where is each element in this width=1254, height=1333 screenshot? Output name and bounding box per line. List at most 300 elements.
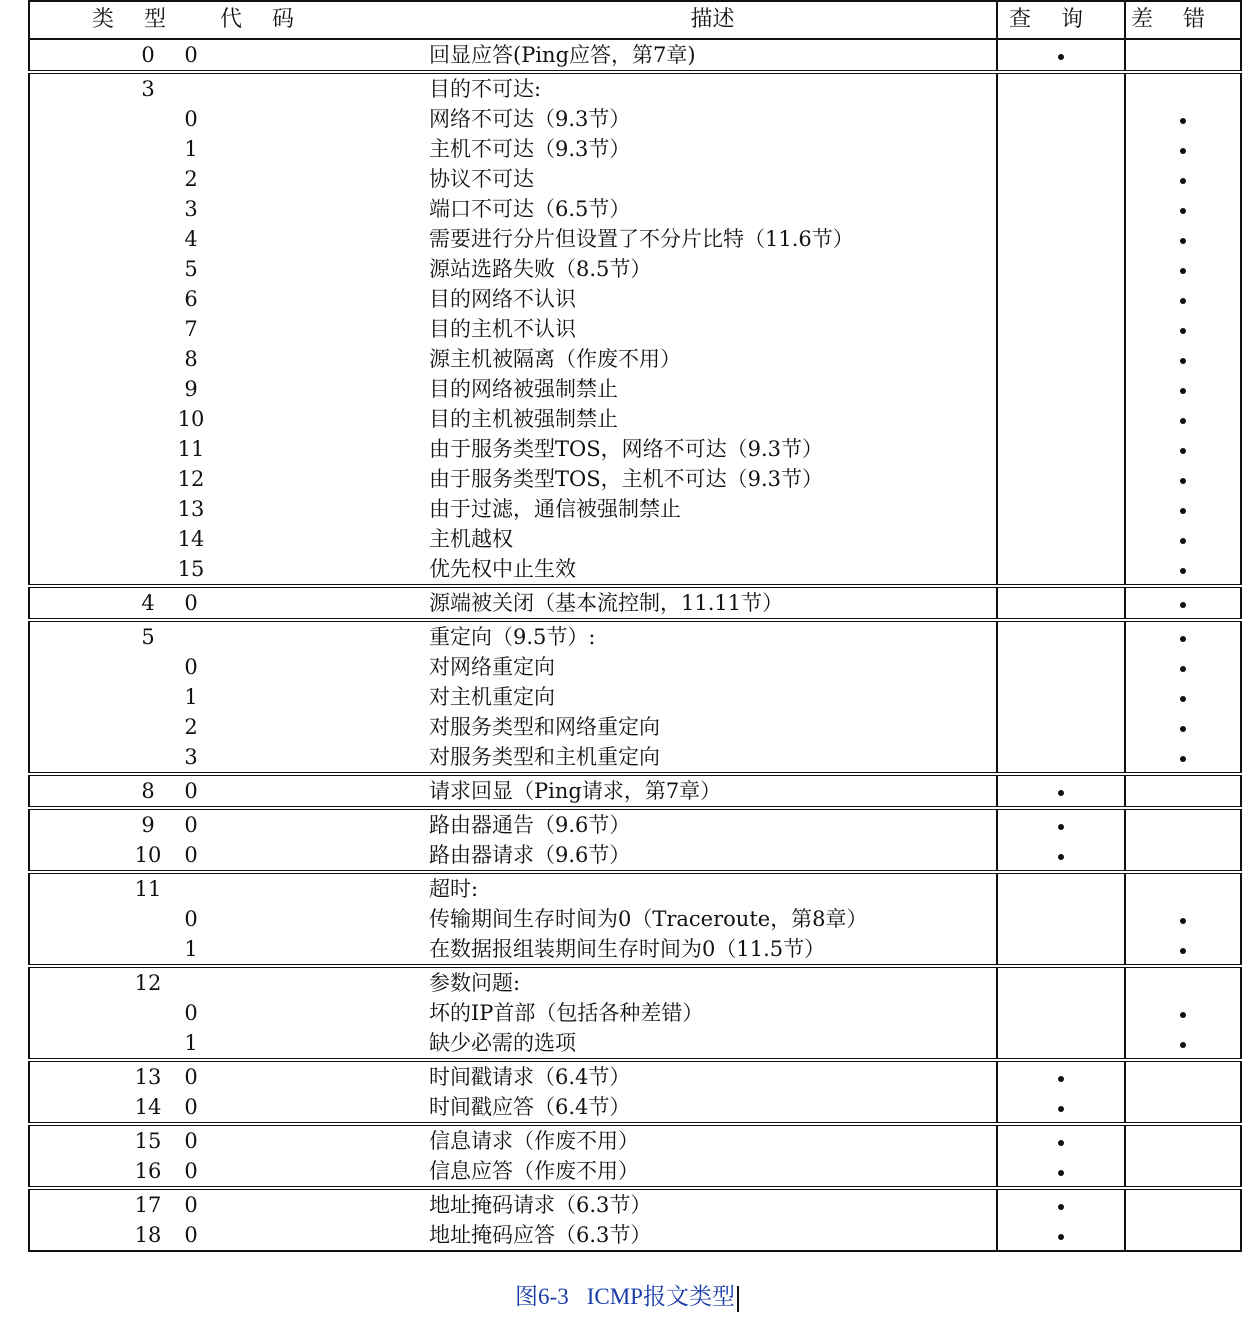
description-cell: 信息应答（作废不用） (429, 1156, 997, 1188)
code-cell (169, 1156, 429, 1188)
error-bullet-icon (1180, 148, 1186, 154)
description-cell: 目的网络被强制禁止 (429, 374, 997, 404)
code-value: 1 (184, 685, 198, 709)
table-row (29, 39, 1241, 72)
type-cell (29, 1156, 169, 1188)
type-cell (29, 934, 169, 966)
code-value: 2 (184, 715, 198, 739)
code-cell (169, 39, 429, 72)
query-cell (997, 998, 1125, 1028)
error-cell (1125, 104, 1241, 134)
query-cell (997, 966, 1125, 998)
error-cell (1125, 194, 1241, 224)
type-value: 8 (141, 779, 155, 803)
error-cell (1125, 374, 1241, 404)
description-cell: 主机越权 (429, 524, 997, 554)
error-bullet-icon (1180, 756, 1186, 762)
error-cell (1125, 464, 1241, 494)
code-cell (169, 344, 429, 374)
code-value: 2 (184, 167, 198, 191)
code-value: 0 (184, 591, 198, 615)
description-cell: 缺少必需的选项 (429, 1028, 997, 1060)
error-bullet-icon (1180, 268, 1186, 274)
query-cell (997, 164, 1125, 194)
error-cell (1125, 712, 1241, 742)
error-cell (1125, 494, 1241, 524)
error-cell (1125, 966, 1241, 998)
description-cell: 时间戳应答（6.4节） (429, 1092, 997, 1124)
type-value: 18 (134, 1223, 162, 1247)
description-cell: 由于服务类型TOS，网络不可达（9.3节） (429, 434, 997, 464)
error-cell (1125, 434, 1241, 464)
description-cell: 优先权中止生效 (429, 554, 997, 586)
query-cell (997, 774, 1125, 808)
type-cell (29, 164, 169, 194)
type-value: 10 (134, 843, 162, 867)
code-cell (169, 840, 429, 872)
code-cell (169, 464, 429, 494)
table-row (29, 934, 1241, 966)
type-cell (29, 586, 169, 620)
query-cell (997, 554, 1125, 586)
type-cell (29, 840, 169, 872)
code-cell (169, 434, 429, 464)
description-cell: 目的主机不认识 (429, 314, 997, 344)
code-value: 15 (177, 557, 205, 581)
code-value: 6 (184, 287, 198, 311)
code-cell (169, 524, 429, 554)
error-cell (1125, 1092, 1241, 1124)
header-type-code (29, 1, 429, 39)
type-cell (29, 742, 169, 774)
type-cell (29, 524, 169, 554)
query-cell (997, 872, 1125, 904)
code-cell (169, 1092, 429, 1124)
error-cell (1125, 254, 1241, 284)
query-cell (997, 284, 1125, 314)
error-cell (1125, 998, 1241, 1028)
description-cell: 端口不可达（6.5节） (429, 194, 997, 224)
type-value: 9 (141, 813, 155, 837)
description-cell: 需要进行分片但设置了不分片比特（11.6节） (429, 224, 997, 254)
code-cell (169, 314, 429, 344)
code-cell (169, 1220, 429, 1251)
table-row (29, 434, 1241, 464)
description-cell: 目的不可达: (429, 72, 997, 104)
table-row (29, 1156, 1241, 1188)
error-cell (1125, 134, 1241, 164)
code-cell (169, 872, 429, 904)
type-value: 4 (141, 591, 155, 615)
type-cell (29, 1092, 169, 1124)
query-cell (997, 652, 1125, 682)
type-cell (29, 904, 169, 934)
error-cell (1125, 840, 1241, 872)
code-cell (169, 284, 429, 314)
error-bullet-icon (1180, 118, 1186, 124)
type-value: 3 (141, 77, 155, 101)
table-row (29, 712, 1241, 742)
query-cell (997, 712, 1125, 742)
table-row (29, 840, 1241, 872)
type-cell (29, 998, 169, 1028)
code-value: 3 (184, 197, 198, 221)
error-cell (1125, 872, 1241, 904)
description-cell: 坏的IP首部（包括各种差错） (429, 998, 997, 1028)
error-bullet-icon (1180, 298, 1186, 304)
code-value: 0 (184, 779, 198, 803)
table-row (29, 524, 1241, 554)
type-value: 15 (134, 1129, 162, 1153)
code-cell (169, 1060, 429, 1092)
description-cell: 源站选路失败（8.5节） (429, 254, 997, 284)
description-cell: 超时: (429, 872, 997, 904)
type-value: 13 (134, 1065, 162, 1089)
code-value: 0 (184, 1193, 198, 1217)
code-cell (169, 712, 429, 742)
error-cell (1125, 652, 1241, 682)
query-cell (997, 808, 1125, 840)
description-cell: 目的网络不认识 (429, 284, 997, 314)
query-cell (997, 72, 1125, 104)
table-row (29, 620, 1241, 652)
table-row (29, 1220, 1241, 1251)
query-cell (997, 620, 1125, 652)
type-cell (29, 494, 169, 524)
table-row (29, 554, 1241, 586)
description-cell: 网络不可达（9.3节） (429, 104, 997, 134)
type-cell (29, 134, 169, 164)
error-bullet-icon (1180, 568, 1186, 574)
code-value: 0 (184, 655, 198, 679)
code-cell (169, 1188, 429, 1220)
type-cell (29, 434, 169, 464)
error-cell (1125, 164, 1241, 194)
code-cell (169, 904, 429, 934)
table-row (29, 872, 1241, 904)
table-row (29, 904, 1241, 934)
code-value: 14 (177, 527, 205, 551)
code-value: 0 (184, 1095, 198, 1119)
type-cell (29, 224, 169, 254)
code-cell (169, 554, 429, 586)
table-row (29, 966, 1241, 998)
code-value: 0 (184, 907, 198, 931)
query-bullet-icon (1058, 1204, 1064, 1210)
type-cell (29, 39, 169, 72)
query-cell (997, 344, 1125, 374)
query-cell (997, 904, 1125, 934)
table-body (29, 39, 1241, 1251)
error-cell (1125, 620, 1241, 652)
query-bullet-icon (1058, 1076, 1064, 1082)
query-bullet-icon (1058, 54, 1064, 60)
description-cell: 源端被关闭（基本流控制，11.11节） (429, 586, 997, 620)
description-cell: 由于服务类型TOS，主机不可达（9.3节） (429, 464, 997, 494)
table-row (29, 1092, 1241, 1124)
code-value: 0 (184, 1129, 198, 1153)
description-cell: 主机不可达（9.3节） (429, 134, 997, 164)
query-cell (997, 742, 1125, 774)
description-cell: 对网络重定向 (429, 652, 997, 682)
error-bullet-icon (1180, 178, 1186, 184)
error-cell (1125, 554, 1241, 586)
error-bullet-icon (1180, 388, 1186, 394)
table-row (29, 72, 1241, 104)
type-cell (29, 620, 169, 652)
error-bullet-icon (1180, 358, 1186, 364)
description-cell: 地址掩码请求（6.3节） (429, 1188, 997, 1220)
query-cell (997, 404, 1125, 434)
error-cell (1125, 72, 1241, 104)
code-cell (169, 808, 429, 840)
query-cell (997, 254, 1125, 284)
query-cell (997, 1156, 1125, 1188)
query-cell (997, 840, 1125, 872)
error-cell (1125, 314, 1241, 344)
code-cell (169, 682, 429, 712)
type-value: 16 (134, 1159, 162, 1183)
code-cell (169, 934, 429, 966)
table-row (29, 134, 1241, 164)
query-cell (997, 1060, 1125, 1092)
table-row (29, 998, 1241, 1028)
code-value: 8 (184, 347, 198, 371)
description-cell: 信息请求（作废不用） (429, 1124, 997, 1156)
type-cell (29, 104, 169, 134)
code-value: 0 (184, 1001, 198, 1025)
table-row (29, 1124, 1241, 1156)
table-row (29, 164, 1241, 194)
type-value: 12 (134, 971, 162, 995)
error-bullet-icon (1180, 726, 1186, 732)
query-bullet-icon (1058, 1234, 1064, 1240)
error-bullet-icon (1180, 636, 1186, 642)
query-cell (997, 682, 1125, 712)
error-cell (1125, 284, 1241, 314)
type-cell (29, 1124, 169, 1156)
code-value: 9 (184, 377, 198, 401)
description-cell: 协议不可达 (429, 164, 997, 194)
error-cell (1125, 586, 1241, 620)
query-cell (997, 1092, 1125, 1124)
description-cell: 路由器通告（9.6节） (429, 808, 997, 840)
description-cell: 对主机重定向 (429, 682, 997, 712)
type-value: 5 (141, 625, 155, 649)
error-bullet-icon (1180, 918, 1186, 924)
code-cell (169, 620, 429, 652)
code-value: 13 (177, 497, 205, 521)
code-value: 7 (184, 317, 198, 341)
code-value: 11 (177, 437, 205, 461)
query-cell (997, 374, 1125, 404)
description-cell: 回显应答(Ping应答，第7章) (429, 39, 997, 72)
type-cell (29, 652, 169, 682)
description-cell: 时间戳请求（6.4节） (429, 1060, 997, 1092)
query-cell (997, 1124, 1125, 1156)
type-cell (29, 966, 169, 998)
code-value: 0 (184, 1223, 198, 1247)
code-value: 5 (184, 257, 198, 281)
code-cell (169, 134, 429, 164)
code-cell (169, 164, 429, 194)
description-cell: 对服务类型和主机重定向 (429, 742, 997, 774)
type-cell (29, 682, 169, 712)
type-cell (29, 72, 169, 104)
code-value: 1 (184, 1031, 198, 1055)
code-cell (169, 652, 429, 682)
code-value: 1 (184, 137, 198, 161)
code-cell (169, 966, 429, 998)
query-cell (997, 1188, 1125, 1220)
error-bullet-icon (1180, 666, 1186, 672)
description-cell: 路由器请求（9.6节） (429, 840, 997, 872)
table-row (29, 224, 1241, 254)
code-cell (169, 586, 429, 620)
code-cell (169, 742, 429, 774)
table-row (29, 742, 1241, 774)
query-bullet-icon (1058, 790, 1064, 796)
type-cell (29, 1028, 169, 1060)
header-type: 类型 (91, 7, 196, 32)
query-cell (997, 39, 1125, 72)
table-row (29, 494, 1241, 524)
query-cell (997, 434, 1125, 464)
error-bullet-icon (1180, 602, 1186, 608)
error-cell (1125, 344, 1241, 374)
query-cell (997, 104, 1125, 134)
query-cell (997, 494, 1125, 524)
error-cell (1125, 1188, 1241, 1220)
error-bullet-icon (1180, 208, 1186, 214)
type-cell (29, 554, 169, 586)
table-header-row (29, 1, 1241, 39)
caption-label: 图6-3 (515, 1284, 569, 1309)
caption-title: ICMP报文类型 (586, 1284, 735, 1309)
type-cell (29, 1188, 169, 1220)
code-value: 0 (184, 1065, 198, 1089)
type-cell (29, 374, 169, 404)
table-row (29, 194, 1241, 224)
type-cell (29, 1220, 169, 1251)
query-bullet-icon (1058, 1140, 1064, 1146)
query-bullet-icon (1058, 1170, 1064, 1176)
code-value: 0 (184, 107, 198, 131)
error-cell (1125, 774, 1241, 808)
type-value: 17 (134, 1193, 162, 1217)
query-cell (997, 464, 1125, 494)
query-cell (997, 134, 1125, 164)
query-bullet-icon (1058, 824, 1064, 830)
code-cell (169, 494, 429, 524)
description-cell: 在数据报组装期间生存时间为0（11.5节） (429, 934, 997, 966)
code-cell (169, 404, 429, 434)
description-cell: 参数问题: (429, 966, 997, 998)
code-cell (169, 774, 429, 808)
figure-caption (0, 1278, 1254, 1312)
type-cell (29, 254, 169, 284)
header-code: 代码 (220, 7, 325, 32)
error-bullet-icon (1180, 508, 1186, 514)
header-query: 查询 (997, 1, 1125, 39)
header-error: 差错 (1125, 1, 1241, 39)
code-value: 0 (184, 813, 198, 837)
code-cell (169, 1124, 429, 1156)
table-row (29, 1188, 1241, 1220)
code-value: 0 (184, 1159, 198, 1183)
type-cell (29, 194, 169, 224)
table-row (29, 104, 1241, 134)
code-cell (169, 72, 429, 104)
error-bullet-icon (1180, 478, 1186, 484)
code-cell (169, 194, 429, 224)
code-cell (169, 374, 429, 404)
table-row (29, 682, 1241, 712)
code-value: 0 (184, 843, 198, 867)
error-bullet-icon (1180, 538, 1186, 544)
query-cell (997, 586, 1125, 620)
type-cell (29, 808, 169, 840)
error-bullet-icon (1180, 238, 1186, 244)
description-cell: 传输期间生存时间为0（Traceroute，第8章） (429, 904, 997, 934)
type-cell (29, 314, 169, 344)
description-cell: 对服务类型和网络重定向 (429, 712, 997, 742)
table-row (29, 586, 1241, 620)
table-row (29, 774, 1241, 808)
query-cell (997, 934, 1125, 966)
code-cell (169, 254, 429, 284)
error-bullet-icon (1180, 696, 1186, 702)
description-cell: 重定向（9.5节）: (429, 620, 997, 652)
error-cell (1125, 404, 1241, 434)
error-bullet-icon (1180, 328, 1186, 334)
table-row (29, 284, 1241, 314)
error-cell (1125, 1028, 1241, 1060)
query-cell (997, 194, 1125, 224)
code-cell (169, 998, 429, 1028)
error-cell (1125, 682, 1241, 712)
type-cell (29, 872, 169, 904)
error-cell (1125, 1060, 1241, 1092)
error-cell (1125, 39, 1241, 72)
code-value: 12 (177, 467, 205, 491)
error-cell (1125, 524, 1241, 554)
query-bullet-icon (1058, 854, 1064, 860)
type-cell (29, 344, 169, 374)
description-cell: 由于过滤，通信被强制禁止 (429, 494, 997, 524)
type-cell (29, 284, 169, 314)
table-row (29, 254, 1241, 284)
type-cell (29, 464, 169, 494)
type-value: 0 (141, 43, 155, 67)
query-bullet-icon (1058, 1106, 1064, 1112)
code-value: 1 (184, 937, 198, 961)
error-bullet-icon (1180, 418, 1186, 424)
description-cell: 目的主机被强制禁止 (429, 404, 997, 434)
table-row (29, 1028, 1241, 1060)
icmp-message-types-table (28, 0, 1242, 1252)
description-cell: 源主机被隔离（作废不用） (429, 344, 997, 374)
table-row (29, 404, 1241, 434)
type-cell (29, 712, 169, 742)
error-cell (1125, 808, 1241, 840)
table-row (29, 652, 1241, 682)
text-cursor (737, 1286, 739, 1312)
error-bullet-icon (1180, 448, 1186, 454)
query-cell (997, 1220, 1125, 1251)
table-row (29, 374, 1241, 404)
query-cell (997, 224, 1125, 254)
